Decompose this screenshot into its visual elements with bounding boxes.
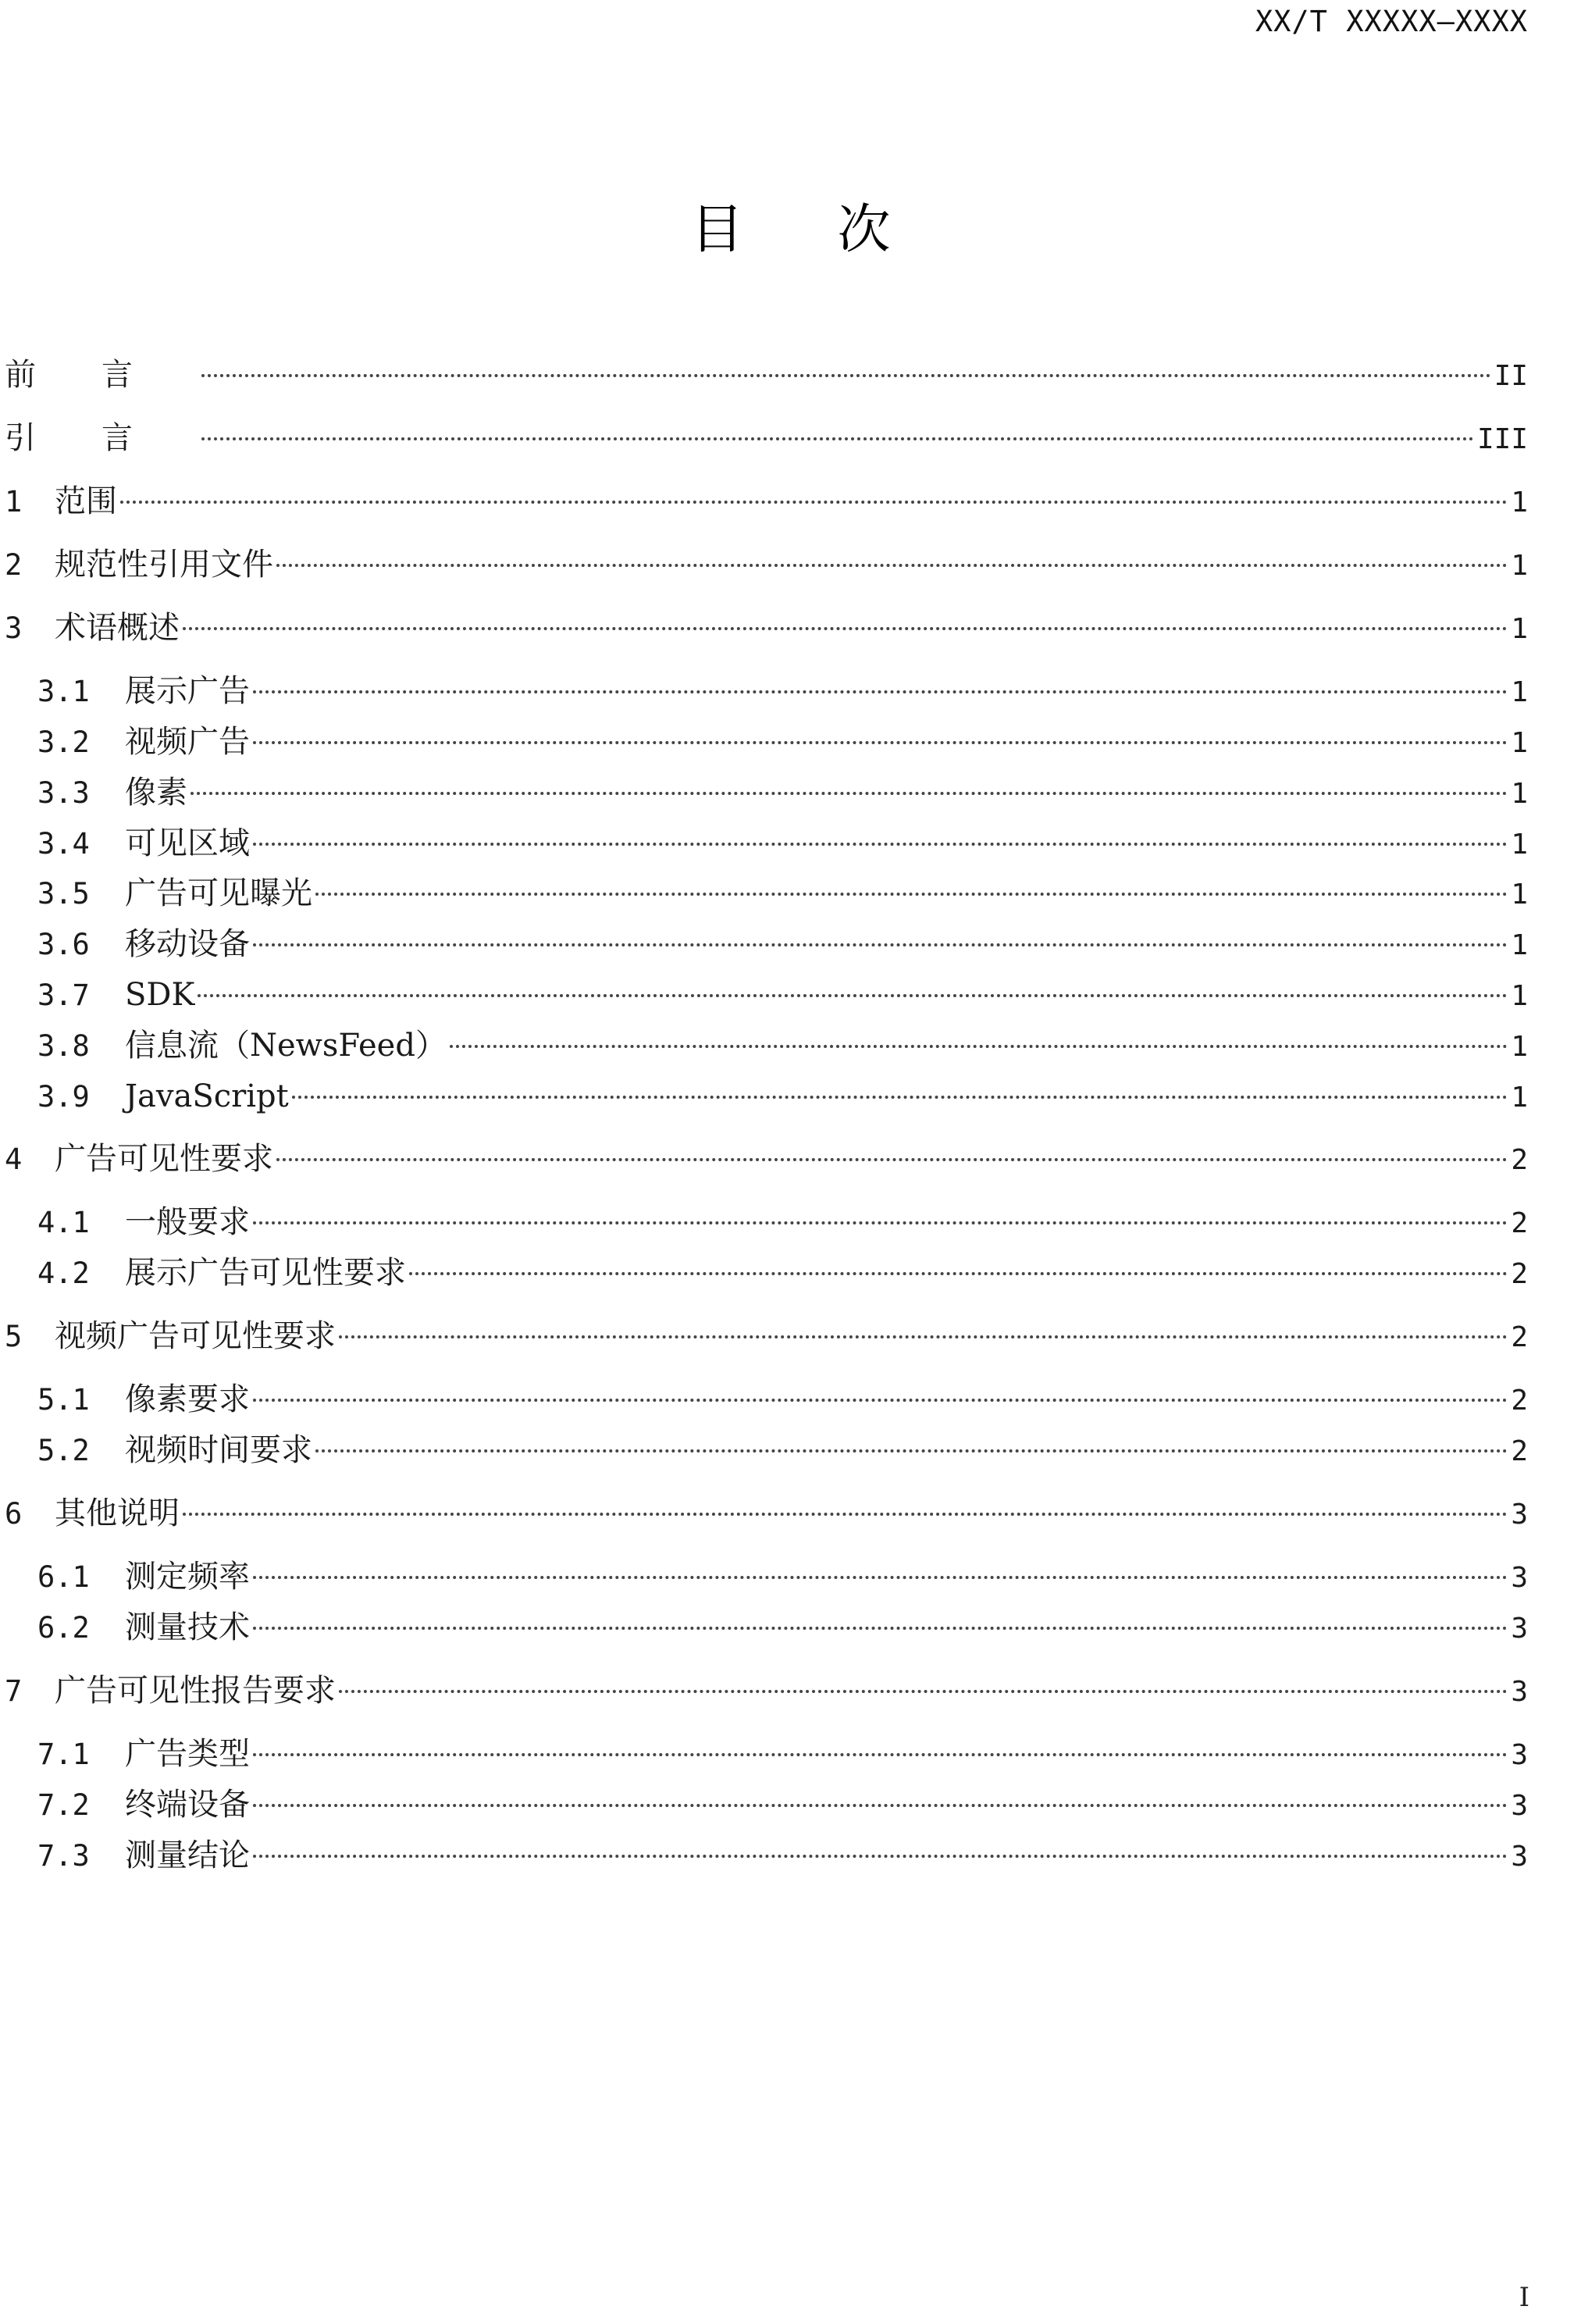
toc-entry-number: 6.2: [37, 1611, 90, 1645]
dot-leader: [253, 943, 1508, 946]
toc-entry-number: 7.2: [37, 1788, 90, 1822]
dot-leader: [253, 1855, 1508, 1858]
toc-entry[interactable]: [37, 1075, 1528, 1118]
toc-entry[interactable]: [5, 479, 1528, 523]
toc-entry-label: 终端设备: [125, 1787, 250, 1823]
toc-entry-number: 7.1: [37, 1738, 90, 1771]
toc-entry-number: 2: [5, 548, 23, 582]
dot-leader: [276, 564, 1508, 567]
toc-entry-page: 1: [1511, 727, 1528, 759]
toc-entry-label: 广告可见性要求: [55, 1141, 273, 1177]
toc-entry-page: 2: [1511, 1385, 1528, 1417]
toc-entry[interactable]: [5, 353, 1528, 397]
toc-entry[interactable]: [37, 1732, 1528, 1776]
toc-entry-page: 1: [1511, 879, 1528, 911]
dot-leader: [253, 1627, 1508, 1630]
toc-entry-page: 2: [1511, 1321, 1528, 1353]
dot-leader: [183, 1513, 1508, 1516]
toc-entry-label: 视频广告: [125, 724, 250, 760]
toc-entry-number: 3.7: [37, 978, 90, 1012]
toc-entry[interactable]: [5, 1137, 1528, 1181]
toc-entry-label: 展示广告可见性要求: [125, 1255, 406, 1291]
toc-entry[interactable]: [37, 1024, 1528, 1068]
toc-entry-number: 3.3: [37, 776, 90, 810]
toc-entry-number: 5.1: [37, 1383, 90, 1417]
toc-entry[interactable]: [5, 1492, 1528, 1535]
toc-entry-label: 像素: [125, 775, 187, 811]
toc-entry[interactable]: [37, 720, 1528, 764]
dot-leader: [253, 1576, 1508, 1579]
dot-leader: [201, 374, 1491, 377]
toc-entry-number: 3.8: [37, 1029, 90, 1063]
toc-entry-label: 其他说明: [55, 1495, 180, 1531]
toc-entry-page: 1: [1511, 550, 1528, 582]
toc-entry-number: 7.3: [37, 1839, 90, 1873]
toc-entry-label: 广告可见性报告要求: [55, 1673, 336, 1709]
toc-entry-number: 3.4: [37, 827, 90, 861]
toc-entry-page: II: [1494, 360, 1528, 392]
toc-entry-page: 1: [1511, 829, 1528, 861]
toc-entry[interactable]: [5, 1669, 1528, 1713]
toc-entry-number: 3.1: [37, 675, 90, 708]
toc-entry-label: 移动设备: [125, 926, 250, 962]
toc-entry-number: 4: [5, 1142, 23, 1176]
toc-entry-number: 1: [5, 485, 23, 519]
toc-entry[interactable]: [37, 1251, 1528, 1295]
toc-entry-number: 3.6: [37, 928, 90, 961]
toc-entry-label: 测量技术: [125, 1609, 250, 1645]
toc-entry-page: 1: [1511, 929, 1528, 961]
dot-leader: [315, 1449, 1508, 1452]
toc-entry-page: 2: [1511, 1144, 1528, 1176]
toc-entry-page: 3: [1511, 1841, 1528, 1873]
toc-entry-page: 3: [1511, 1613, 1528, 1645]
toc-entry[interactable]: [37, 922, 1528, 966]
toc-entry-label: 视频广告可见性要求: [55, 1318, 336, 1354]
toc-entry[interactable]: [37, 1606, 1528, 1649]
toc-entry-number: 6: [5, 1497, 23, 1531]
toc-entry-number: 6.1: [37, 1560, 90, 1594]
toc-entry-page: 1: [1511, 980, 1528, 1012]
dot-leader: [339, 1335, 1508, 1338]
toc-entry-number: 3: [5, 611, 23, 645]
toc-entry-label: 引言: [5, 420, 198, 456]
dot-leader: [409, 1272, 1508, 1275]
toc-entry-page: 2: [1511, 1435, 1528, 1467]
dot-leader: [253, 1221, 1508, 1224]
toc-entry-page: 2: [1511, 1258, 1528, 1290]
toc-entry-label: 视频时间要求: [125, 1432, 312, 1468]
toc-entry-label: 广告类型: [125, 1736, 250, 1772]
toc-entry[interactable]: [5, 543, 1528, 586]
dot-leader: [276, 1158, 1508, 1161]
toc-entry[interactable]: [5, 416, 1528, 460]
toc-entry[interactable]: [37, 669, 1528, 713]
toc-entry-page: 2: [1511, 1207, 1528, 1239]
toc-entry-number: 4.1: [37, 1206, 90, 1239]
toc-entry[interactable]: [37, 771, 1528, 814]
toc-entry-label: 术语概述: [55, 610, 180, 646]
toc-entry[interactable]: [37, 1200, 1528, 1244]
toc-entry-page: 1: [1511, 1031, 1528, 1063]
toc-entry-label: 信息流（NewsFeed）: [125, 1028, 447, 1064]
toc-entry-label: 测量结论: [125, 1837, 250, 1873]
toc-entry-page: 3: [1511, 1790, 1528, 1822]
toc-entry[interactable]: [37, 822, 1528, 865]
toc-entry[interactable]: [5, 606, 1528, 650]
toc-entry-number: 5: [5, 1320, 23, 1353]
toc-entry[interactable]: [37, 1834, 1528, 1877]
dot-leader: [253, 843, 1508, 846]
dot-leader: [201, 437, 1474, 440]
dot-leader: [191, 792, 1508, 795]
toc-entry[interactable]: [37, 872, 1528, 915]
toc-entry-page: 1: [1511, 676, 1528, 708]
toc-entry-label: 一般要求: [125, 1204, 250, 1240]
dot-leader: [253, 741, 1508, 744]
toc-entry-label: 可见区域: [125, 825, 250, 861]
dot-leader: [253, 1753, 1508, 1756]
dot-leader: [183, 627, 1508, 630]
page-number: I: [1519, 2282, 1529, 2313]
toc-entry-label: JavaScript: [125, 1078, 289, 1114]
toc-entry-label: 展示广告: [125, 673, 250, 709]
toc-entry-page: 1: [1511, 1082, 1528, 1114]
toc-entry-page: III: [1476, 423, 1528, 455]
toc-entry-label: SDK: [125, 977, 195, 1013]
document-code: XX/T XXXXX—XXXX: [1255, 5, 1528, 38]
dot-leader: [339, 1690, 1508, 1693]
toc-entry[interactable]: [37, 1428, 1528, 1472]
dot-leader: [198, 994, 1508, 997]
page-title: 目次: [690, 199, 985, 261]
toc-entry-page: 1: [1511, 487, 1528, 519]
dot-leader: [450, 1045, 1508, 1048]
toc-entry-label: 广告可见曝光: [125, 875, 312, 911]
dot-leader: [315, 893, 1508, 896]
toc-entry[interactable]: [37, 1555, 1528, 1599]
toc-entry-page: 3: [1511, 1739, 1528, 1771]
toc-entry[interactable]: [5, 1314, 1528, 1358]
dot-leader: [253, 690, 1508, 693]
toc-entry-number: 7: [5, 1674, 23, 1708]
toc-entry-label: 前言: [5, 357, 198, 393]
dot-leader: [253, 1399, 1508, 1402]
toc-entry[interactable]: [37, 1783, 1528, 1827]
toc-entry-number: 3.9: [37, 1080, 90, 1114]
toc-entry-number: 5.2: [37, 1434, 90, 1467]
toc-entry-label: 测定频率: [125, 1559, 250, 1595]
toc-entry-page: 1: [1511, 613, 1528, 645]
toc-entry-label: 范围: [55, 483, 117, 519]
dot-leader: [253, 1804, 1508, 1807]
toc-entry-page: 1: [1511, 778, 1528, 810]
toc-entry-page: 3: [1511, 1562, 1528, 1594]
toc-entry-label: 规范性引用文件: [55, 547, 273, 583]
toc-entry-number: 3.2: [37, 725, 90, 759]
toc-entry-label: 像素要求: [125, 1381, 250, 1417]
toc-entry-number: 3.5: [37, 877, 90, 911]
toc-entry-page: 3: [1511, 1676, 1528, 1708]
dot-leader: [120, 501, 1508, 504]
toc-entry[interactable]: [37, 1378, 1528, 1421]
toc-entry[interactable]: [37, 973, 1528, 1017]
dot-leader: [292, 1096, 1508, 1099]
toc-entry-page: 3: [1511, 1499, 1528, 1531]
toc-entry-number: 4.2: [37, 1256, 90, 1290]
